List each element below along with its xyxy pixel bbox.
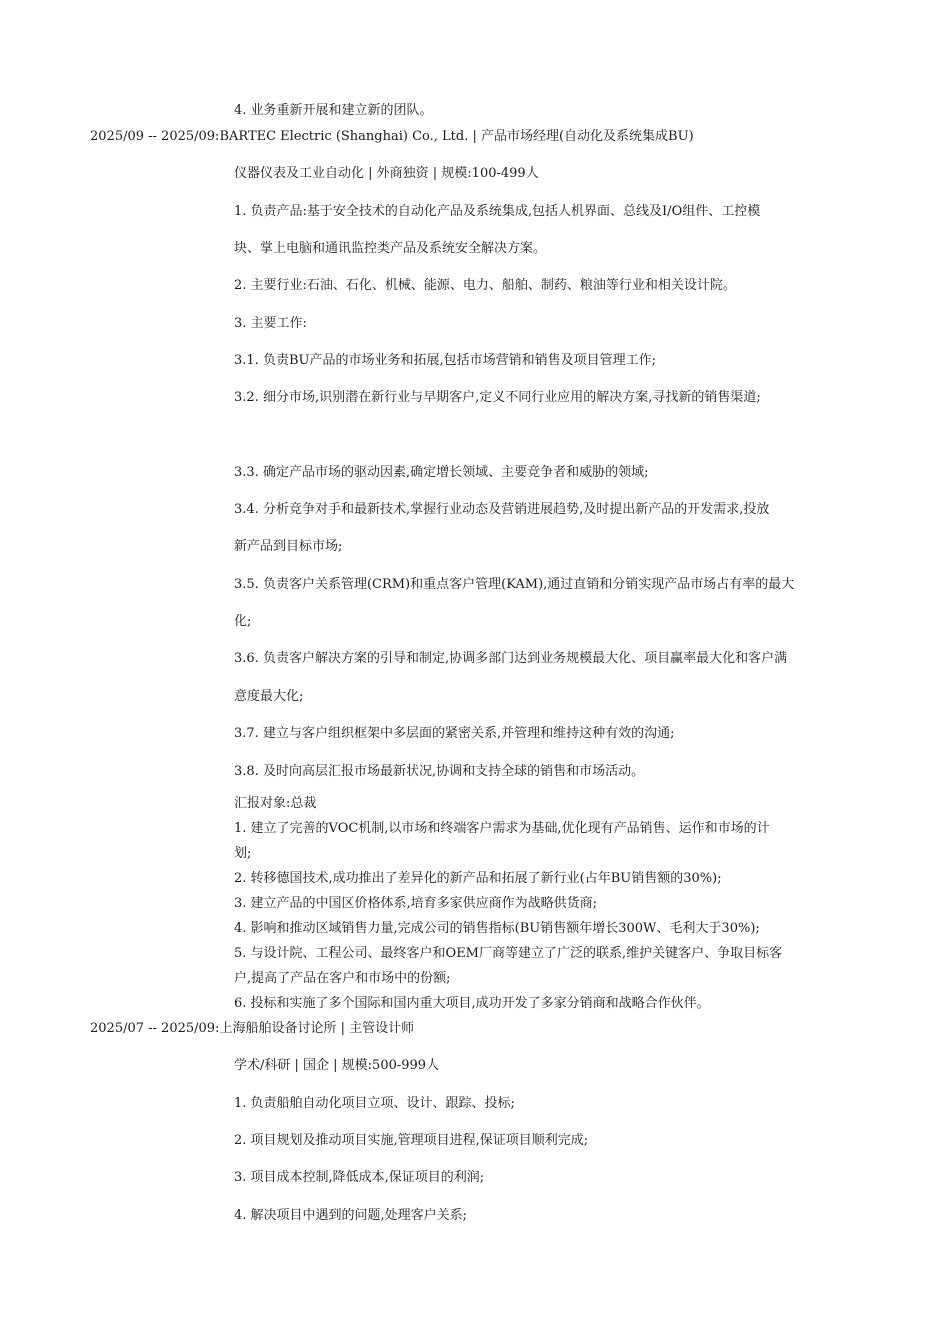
company-info: 仪器仪表及工业自动化 | 外商独资 | 规模:100-499人 — [234, 166, 539, 181]
text-line: 3.1. 负责BU产品的市场业务和拓展,包括市场营销和销售及项目管理工作; — [234, 353, 656, 368]
text-line: 1. 负责产品:基于安全技术的自动化产品及系统集成,包括人机界面、总线及I/O组件、工控模 — [234, 204, 761, 219]
text-line: 新产品到目标市场; — [234, 539, 343, 554]
text-line: 6. 投标和实施了多个国际和国内重大项目,成功开发了多家分销商和战略合作伙伴。 — [234, 996, 710, 1011]
job-header-shipbuilding: 2025/07 -- 2025/09:上海船舶设备讨论所 | 主管设计师 — [90, 1021, 415, 1036]
text-line: 2. 项目规划及推动项目实施,管理项目进程,保证项目顺利完成; — [234, 1133, 589, 1148]
text-line: 3.8. 及时向高层汇报市场最新状况,协调和支持全球的销售和市场活动。 — [234, 764, 645, 779]
text-line: 4. 解决项目中遇到的问题,处理客户关系; — [234, 1208, 468, 1223]
text-line: 户,提高了产品在客户和市场中的份额; — [234, 971, 451, 986]
text-line: 3.2. 细分市场,识别潜在新行业与早期客户,定义不同行业应用的解决方案,寻找新的销售渠道; — [234, 390, 761, 405]
text-line: 3.4. 分析竞争对手和最新技术,掌握行业动态及营销进展趋势,及时提出新产品的开发需求,投放 — [234, 502, 770, 517]
text-line: 1. 负责船舶自动化项目立项、设计、跟踪、投标; — [234, 1096, 515, 1111]
text-line: 4. 业务重新开展和建立新的团队。 — [234, 103, 433, 118]
text-line: 化; — [234, 614, 252, 629]
text-line: 1. 建立了完善的VOC机制,以市场和终端客户需求为基础,优化现有产品销售、运作和市场的计 — [234, 821, 770, 836]
text-line: 3.7. 建立与客户组织框架中多层面的紧密关系,并管理和维持这种有效的沟通; — [234, 726, 675, 741]
text-line: 2. 转移德国技术,成功推出了差异化的新产品和拓展了新行业(占年BU销售额的30%); — [234, 871, 722, 886]
text-line: 2. 主要行业:石油、石化、机械、能源、电力、船舶、制药、粮油等行业和相关设计院。 — [234, 278, 736, 293]
text-line: 块、掌上电脑和通讯监控类产品及系统安全解决方案。 — [234, 241, 547, 256]
text-line: 3.6. 负责客户解决方案的引导和制定,协调多部门达到业务规模最大化、项目赢率最大化和客户满 — [234, 651, 788, 666]
text-line: 意度最大化; — [234, 689, 304, 704]
text-line: 3.5. 负责客户关系管理(CRM)和重点客户管理(KAM),通过直销和分销实现产品市场占有率的最大 — [234, 577, 795, 592]
text-line: 3.3. 确定产品市场的驱动因素,确定增长领域、主要竞争者和威胁的领域; — [234, 465, 649, 480]
text-line: 3. 项目成本控制,降低成本,保证项目的利润; — [234, 1170, 485, 1185]
report-to: 汇报对象:总裁 — [234, 796, 317, 811]
job-header-bartec: 2025/09 -- 2025/09:BARTEC Electric (Shanghai) Co., Ltd. | 产品市场经理(自动化及系统集成BU) — [90, 129, 694, 144]
text-line: 4. 影响和推动区域销售力量,完成公司的销售指标(BU销售额年增长300W、毛利大于30%); — [234, 921, 760, 936]
company-info: 学术/科研 | 国企 | 规模:500-999人 — [234, 1058, 440, 1073]
text-line: 3. 主要工作: — [234, 316, 307, 331]
text-line: 5. 与设计院、工程公司、最终客户和OEM厂商等建立了广泛的联系,维护关键客户、争取目标客 — [234, 946, 783, 961]
text-line: 划; — [234, 846, 252, 861]
text-line: 3. 建立产品的中国区价格体系,培育多家供应商作为战略供货商; — [234, 896, 598, 911]
